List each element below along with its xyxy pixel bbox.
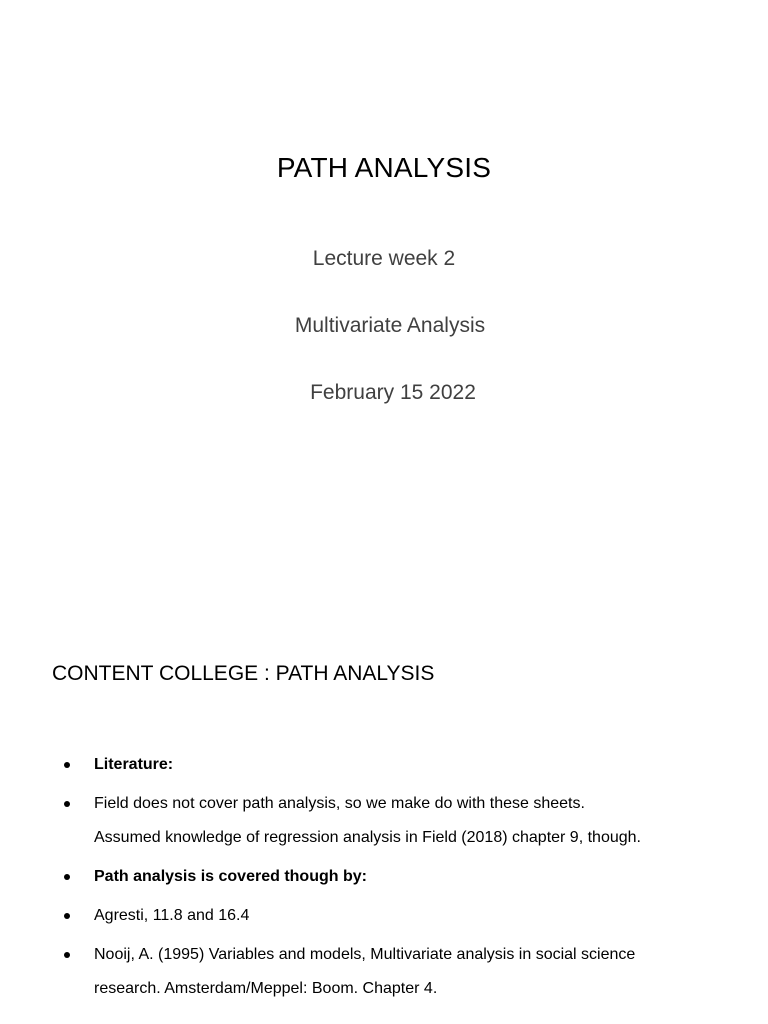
list-item xyxy=(62,748,742,782)
bullet-icon xyxy=(64,952,70,958)
list-item-text: Field does not cover path analysis, so we make do with these sheets. xyxy=(94,795,585,812)
list-item xyxy=(62,938,742,1006)
course-subtitle: Multivariate Analysis xyxy=(294,314,486,337)
list-item-text: Literature: xyxy=(94,756,174,773)
list-item xyxy=(62,787,742,855)
bullet-icon xyxy=(64,874,70,880)
bullet-icon xyxy=(64,801,70,807)
list-item-text-continued: research. Amsterdam/Meppel: Boom. Chapter 4. xyxy=(94,980,438,997)
date-subtitle: February 15 2022 xyxy=(310,381,476,404)
lecture-subtitle: Lecture week 2 xyxy=(312,247,456,270)
list-item-text: Nooij, A. (1995) Variables and models, Multivariate analysis in social science xyxy=(94,946,636,963)
bullet-list xyxy=(62,748,742,1011)
list-item xyxy=(62,860,742,894)
list-item xyxy=(62,899,742,933)
page-title: PATH ANALYSIS xyxy=(276,152,492,183)
list-item-text: Path analysis is covered though by: xyxy=(94,868,367,885)
list-item-text: Agresti, 11.8 and 16.4 xyxy=(94,907,250,924)
list-item-text-continued: Assumed knowledge of regression analysis in Field (2018) chapter 9, though. xyxy=(94,829,641,846)
bullet-icon xyxy=(64,762,70,768)
bullet-icon xyxy=(64,913,70,919)
section-heading: CONTENT COLLEGE : PATH ANALYSIS xyxy=(52,662,435,685)
